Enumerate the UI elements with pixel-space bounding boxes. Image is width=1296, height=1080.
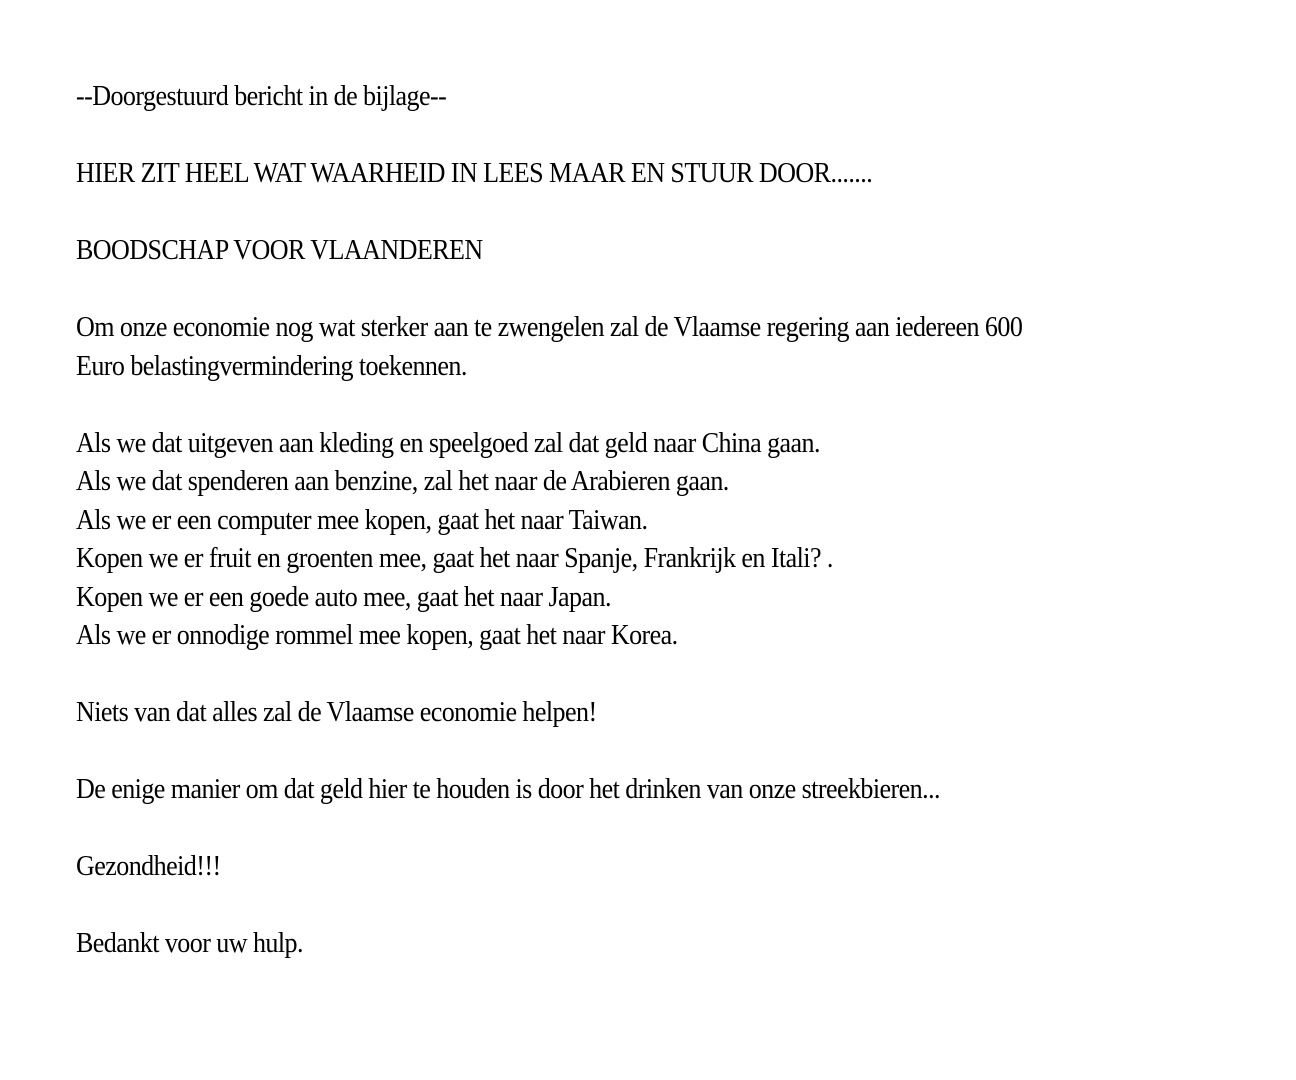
cheers-paragraph <box>76 848 1173 887</box>
intro-paragraph <box>76 309 1173 386</box>
headline <box>76 155 1173 194</box>
thanks-text: Bedankt voor uw hulp. <box>76 928 303 959</box>
subject <box>76 232 1173 271</box>
spending-line: Als we er onnodige rommel mee kopen, gaat het naar Korea. <box>76 620 678 651</box>
solution-text: De enige manier om dat geld hier te houden is door het drinken van onze streekbieren... <box>76 774 940 805</box>
email-body <box>76 78 1173 1002</box>
solution-paragraph <box>76 771 1173 810</box>
spending-line: Als we dat spenderen aan benzine, zal het naar de Arabieren gaan. <box>76 466 729 497</box>
intro-line: Euro belastingvermindering toekennen. <box>76 350 467 382</box>
headline-text: HIER ZIT HEEL WAT WAARHEID IN LEES MAAR EN STUUR DOOR....... <box>76 158 873 189</box>
spending-paragraph <box>76 425 1173 656</box>
cheers-text: Gezondheid!!! <box>76 851 221 882</box>
conclusion-text: Niets van dat alles zal de Vlaamse economie helpen! <box>76 697 597 728</box>
spending-line: Kopen we er een goede auto mee, gaat het naar Japan. <box>76 581 611 613</box>
forward-header-text: --Doorgestuurd bericht in de bijlage-- <box>76 81 447 112</box>
spending-line: Kopen we er fruit en groenten mee, gaat het naar Spanje, Frankrijk en Itali? . <box>76 543 833 574</box>
spending-line: Als we dat uitgeven aan kleding en speelgoed zal dat geld naar China gaan. <box>76 427 820 459</box>
spending-line: Als we er een computer mee kopen, gaat het naar Taiwan. <box>76 504 648 536</box>
subject-text: BOODSCHAP VOOR VLAANDEREN <box>76 235 483 266</box>
intro-line: Om onze economie nog wat sterker aan te zwengelen zal de Vlaamse regering aan iedereen 600 <box>76 312 1023 343</box>
conclusion-paragraph <box>76 694 1173 733</box>
thanks-paragraph <box>76 925 1173 964</box>
forward-header <box>76 78 1173 117</box>
